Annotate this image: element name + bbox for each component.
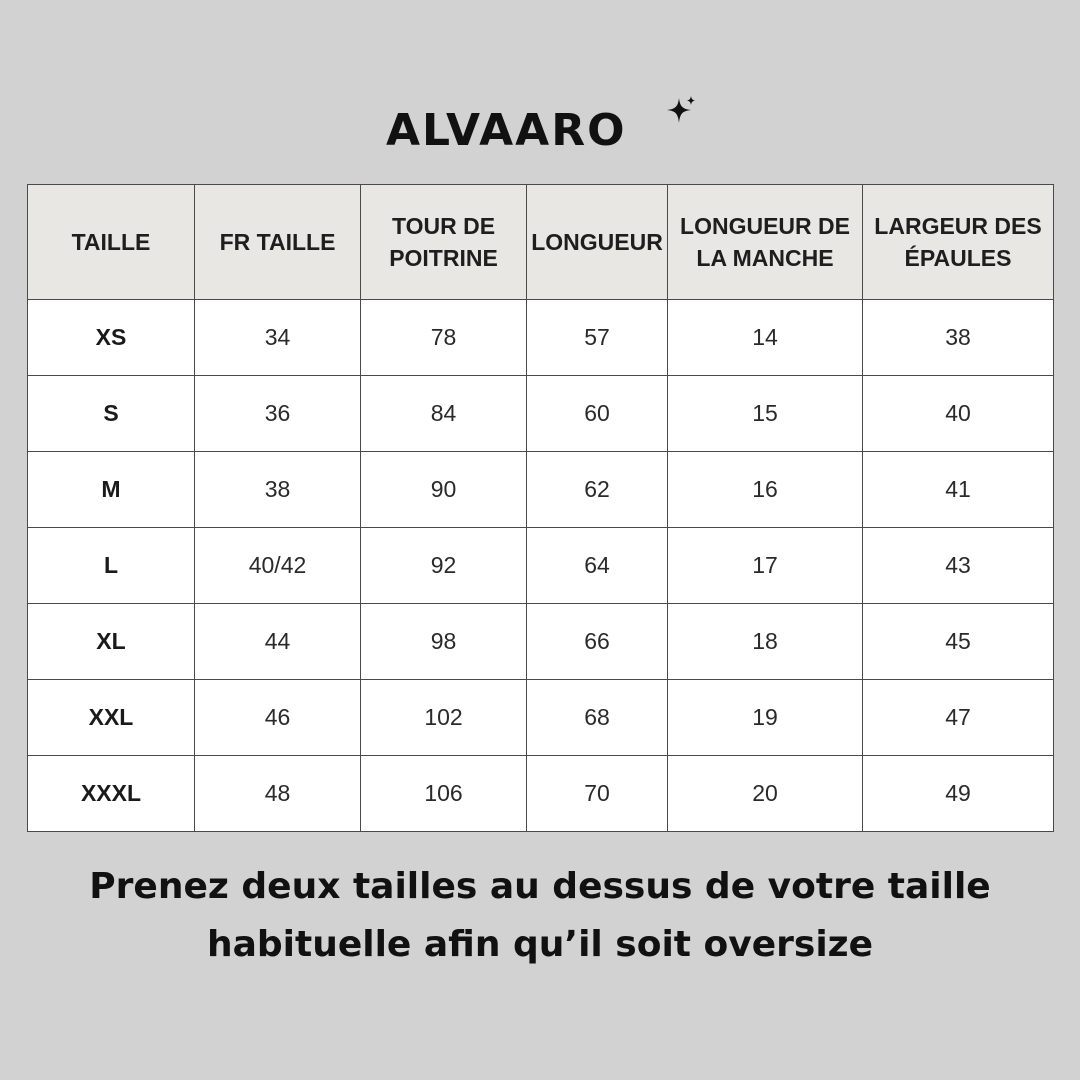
header-label-line1: TOUR DE [391,213,496,239]
chest-value: 102 [361,680,527,756]
table-row [28,604,1054,680]
length-value: 70 [527,756,668,832]
chest-value: 78 [361,300,527,376]
size-label: XL [28,604,195,680]
size-label: XXL [28,680,195,756]
sparkle-icon [664,94,698,128]
table-row [28,680,1054,756]
size-label: S [28,376,195,452]
table-row [28,376,1054,452]
sleeve-length-value: 19 [668,680,863,756]
brand-logo [0,96,1080,168]
length-value: 64 [527,528,668,604]
header-longueur-de-la-manche [668,185,863,300]
length-value: 60 [527,376,668,452]
shoulder-width-value: 47 [863,680,1054,756]
sizing-advice [0,858,1080,974]
size-label: M [28,452,195,528]
fr-size-value: 34 [195,300,361,376]
size-label: L [28,528,195,604]
sleeve-length-value: 18 [668,604,863,680]
shoulder-width-value: 38 [863,300,1054,376]
length-value: 68 [527,680,668,756]
sleeve-length-value: 16 [668,452,863,528]
header-longueur [527,185,668,300]
shoulder-width-value: 43 [863,528,1054,604]
sleeve-length-value: 14 [668,300,863,376]
sleeve-length-value: 17 [668,528,863,604]
table-row [28,300,1054,376]
header-label: LONGUEUR [531,229,663,255]
header-label-line1: LARGEUR DES [874,213,1042,239]
header-label-line2: ÉPAULES [904,245,1012,271]
fr-size-value: 44 [195,604,361,680]
sleeve-length-value: 20 [668,756,863,832]
header-tour-de-poitrine [361,185,527,300]
length-value: 62 [527,452,668,528]
shoulder-width-value: 41 [863,452,1054,528]
table-row [28,528,1054,604]
size-label: XS [28,300,195,376]
table-header-row [28,185,1054,300]
table-row [28,452,1054,528]
sizing-advice-line2: habituelle afin qu’il soit oversize [206,924,874,965]
header-largeur-des-epaules [863,185,1054,300]
length-value: 57 [527,300,668,376]
chest-value: 84 [361,376,527,452]
brand-name: ALVAARO [386,105,627,156]
chest-value: 98 [361,604,527,680]
header-fr-taille [195,185,361,300]
size-chart-table [27,184,1054,832]
header-label: TAILLE [71,229,151,255]
header-label-line2: LA MANCHE [696,245,834,271]
brand-wordmark [386,106,627,156]
fr-size-value: 40/42 [195,528,361,604]
shoulder-width-value: 49 [863,756,1054,832]
header-label-line1: LONGUEUR DE [680,213,850,239]
fr-size-value: 36 [195,376,361,452]
chest-value: 90 [361,452,527,528]
sleeve-length-value: 15 [668,376,863,452]
size-label: XXXL [28,756,195,832]
chest-value: 106 [361,756,527,832]
fr-size-value: 38 [195,452,361,528]
sizing-advice-line1: Prenez deux tailles au dessus de votre taille [89,866,991,907]
table-row [28,756,1054,832]
header-label-line2: POITRINE [389,245,498,271]
header-label: FR TAILLE [219,229,336,255]
length-value: 66 [527,604,668,680]
shoulder-width-value: 40 [863,376,1054,452]
chest-value: 92 [361,528,527,604]
shoulder-width-value: 45 [863,604,1054,680]
fr-size-value: 46 [195,680,361,756]
fr-size-value: 48 [195,756,361,832]
header-taille [28,185,195,300]
